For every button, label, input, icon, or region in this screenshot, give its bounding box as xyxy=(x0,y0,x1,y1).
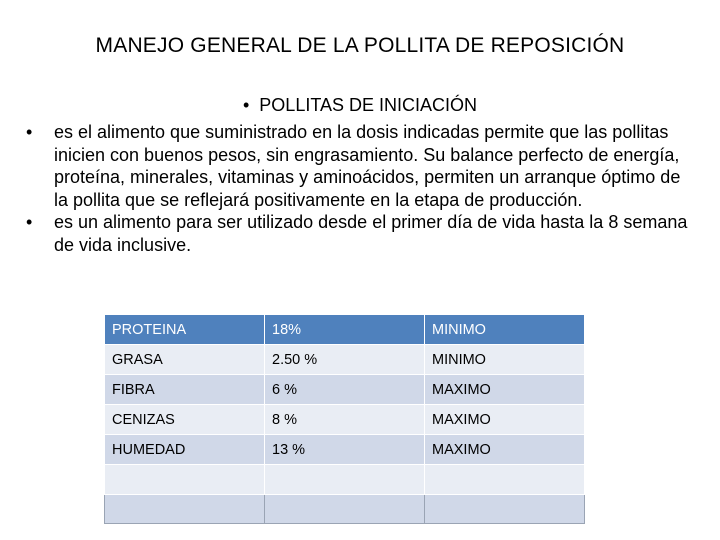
table-cell: GRASA xyxy=(105,345,265,375)
table-cell: 8 % xyxy=(265,405,425,435)
slide-title: MANEJO GENERAL DE LA POLLITA DE REPOSICIÓN xyxy=(95,34,625,57)
bullet-text: es un alimento para ser utilizado desde el primer día de vida hasta la 8 semana de vida inclusive. xyxy=(54,212,688,255)
table-row xyxy=(105,375,585,405)
bullet-marker: • xyxy=(26,212,33,233)
subtitle-text: POLLITAS DE INICIACIÓN xyxy=(259,95,478,115)
bullet-item xyxy=(24,121,694,211)
bullet-marker: • xyxy=(26,122,33,142)
table-cell: 6 % xyxy=(265,375,425,405)
bullet-item xyxy=(24,211,694,256)
table-cell: FIBRA xyxy=(105,375,265,405)
table-header-row xyxy=(105,315,585,345)
table-cell: HUMEDAD xyxy=(105,435,265,465)
table-cell: 2.50 % xyxy=(265,345,425,375)
table-cell xyxy=(105,465,265,495)
table-cell: PROTEINA xyxy=(105,315,265,345)
table-cell: MINIMO xyxy=(425,315,585,345)
table-row xyxy=(105,405,585,435)
table-cell: MAXIMO xyxy=(425,375,585,405)
table-cell xyxy=(425,465,585,495)
table-row-empty xyxy=(105,495,585,524)
table-row xyxy=(105,345,585,375)
table-cell xyxy=(105,495,265,524)
bullet-list xyxy=(24,121,694,257)
table-cell: 13 % xyxy=(265,435,425,465)
table-row xyxy=(105,435,585,465)
table-row xyxy=(105,465,585,495)
table-cell xyxy=(265,495,425,524)
table-cell: MINIMO xyxy=(425,345,585,375)
slide-subtitle xyxy=(0,95,720,116)
table-cell: MAXIMO xyxy=(425,405,585,435)
table-cell xyxy=(425,495,585,524)
table-cell xyxy=(265,465,425,495)
table-cell: CENIZAS xyxy=(105,405,265,435)
subtitle-bullet: • xyxy=(242,95,250,115)
table-cell: 18% xyxy=(265,315,425,345)
nutrient-table xyxy=(104,314,585,524)
table-cell: MAXIMO xyxy=(425,435,585,465)
bullet-text: es el alimento que suministrado en la dosis indicadas permite que las pollitas inicien con buenos pesos, sin engrasamiento. Su balance perfecto de energía, proteína, minerales, vitaminas y aminoácidos, permiten un arranque óptimo de la pollita que se reflejará positivamente en la etapa de producción. xyxy=(54,122,681,210)
